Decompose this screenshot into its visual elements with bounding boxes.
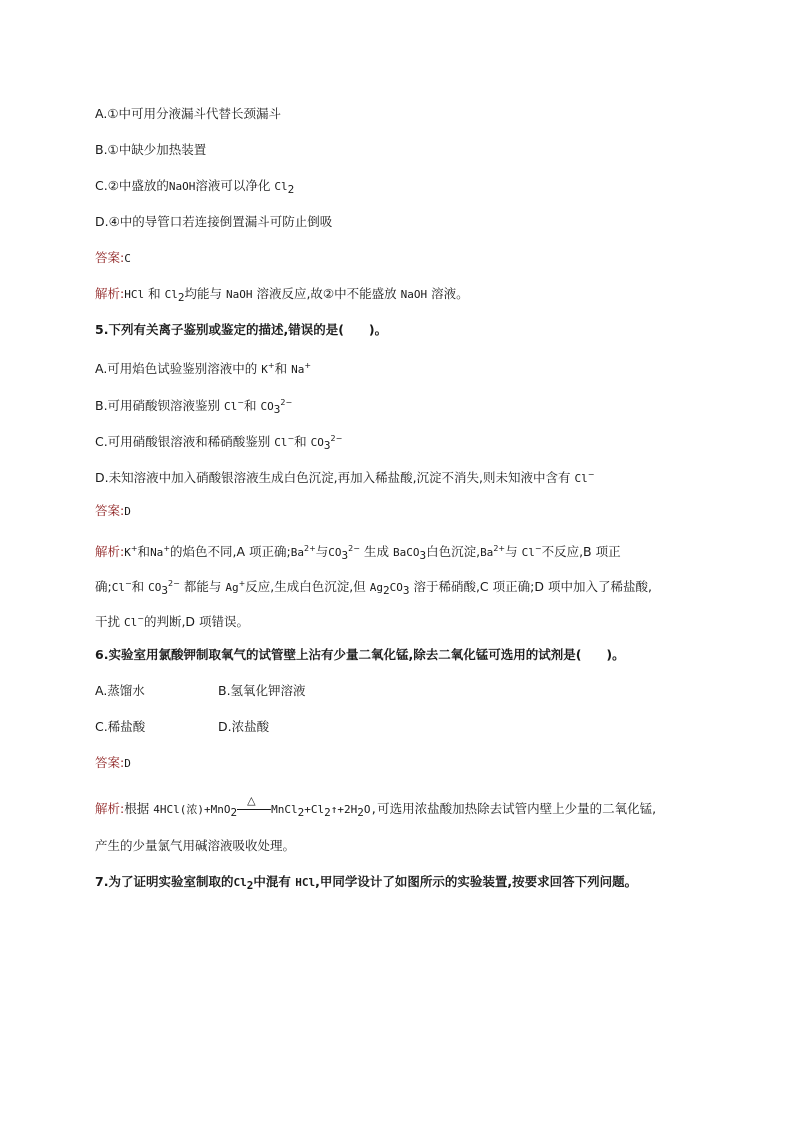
q4-option-d: D.④中的导管口若连接倒置漏斗可防止倒吸	[95, 214, 333, 229]
q5-option-c: C.可用硝酸银溶液和稀硝酸鉴别 Cl−和 $CO_3^{2-}$	[95, 434, 343, 452]
q4-option-c: C.②中盛放的NaOH溶液可以净化 $Cl_2$	[95, 178, 295, 196]
q6-answer: 答案:D	[95, 755, 131, 770]
q6-option-d: D.浓盐酸	[218, 719, 270, 734]
q7-stem: 7.为了证明实验室制取的$Cl_2$中混有 HCl,甲同学设计了如图所示的实验装置,按要求回答下列问题。	[95, 874, 638, 892]
heating-arrow: △	[237, 803, 271, 817]
q5-option-d: D.未知溶液中加入硝酸银溶液生成白色沉淀,再加入稀盐酸,沉淀不消失,则未知液中含有 Cl−	[95, 470, 595, 485]
q5-explanation-line1: 解析:K+和Na+的焰色不同,A 项正确$;Ba^{2+}$与$CO_3^{2-}$ 生成 BaCO$_3$白色沉淀$,Ba^{2+}$与 Cl−不反应,B 项正	[95, 544, 621, 562]
q6-explanation-line1: 解析:根据 4HCl(浓)+MnO$_2$ △ $MnCl_2+Cl_2↑+2H_2O$,可选用浓盐酸加热除去试管内壁上少量的二氧化锰,	[95, 793, 657, 819]
q6-option-b: B.氢氧化钾溶液	[218, 683, 306, 698]
q6-explanation-line2: 产生的少量氯气用碱溶液吸收处理。	[95, 838, 296, 853]
q6-options-row2	[95, 717, 270, 737]
q6-stem: 6.实验室用氯酸钾制取氧气的试管壁上沾有少量二氧化锰,除去二氧化锰可选用的试剂是( )。	[95, 647, 625, 662]
q5-option-b: B.可用硝酸钡溶液鉴别 Cl−和 $CO_3^{2-}$	[95, 398, 293, 416]
q4-option-b: B.①中缺少加热装置	[95, 142, 207, 157]
q6-option-c: C.稀盐酸	[95, 719, 146, 734]
q4-explanation: 解析:HCl 和 $Cl_2$均能与 NaOH 溶液反应,故②中不能盛放 NaOH 溶液。	[95, 286, 469, 304]
q6-options-row1	[95, 681, 306, 701]
q5-stem: 5.下列有关离子鉴别或鉴定的描述,错误的是( )。	[95, 322, 388, 337]
q5-explanation-line3: 干扰 Cl−的判断,D 项错误。	[95, 614, 250, 629]
q5-answer: 答案:D	[95, 503, 131, 518]
q4-option-a: A.①中可用分液漏斗代替长颈漏斗	[95, 106, 282, 121]
q5-option-a: A.可用焰色试验鉴别溶液中的 K+和 Na+	[95, 361, 312, 376]
q6-option-a: A.蒸馏水	[95, 683, 145, 698]
q5-explanation-line2: 确;Cl−和 $CO_3^{2-}$ 都能与 Ag+反应,生成白色沉淀,但 $Ag_2CO_3$ 溶于稀硝酸,C 项正确;D 项中加入了稀盐酸,	[95, 579, 652, 597]
q4-answer: 答案:C	[95, 250, 131, 265]
